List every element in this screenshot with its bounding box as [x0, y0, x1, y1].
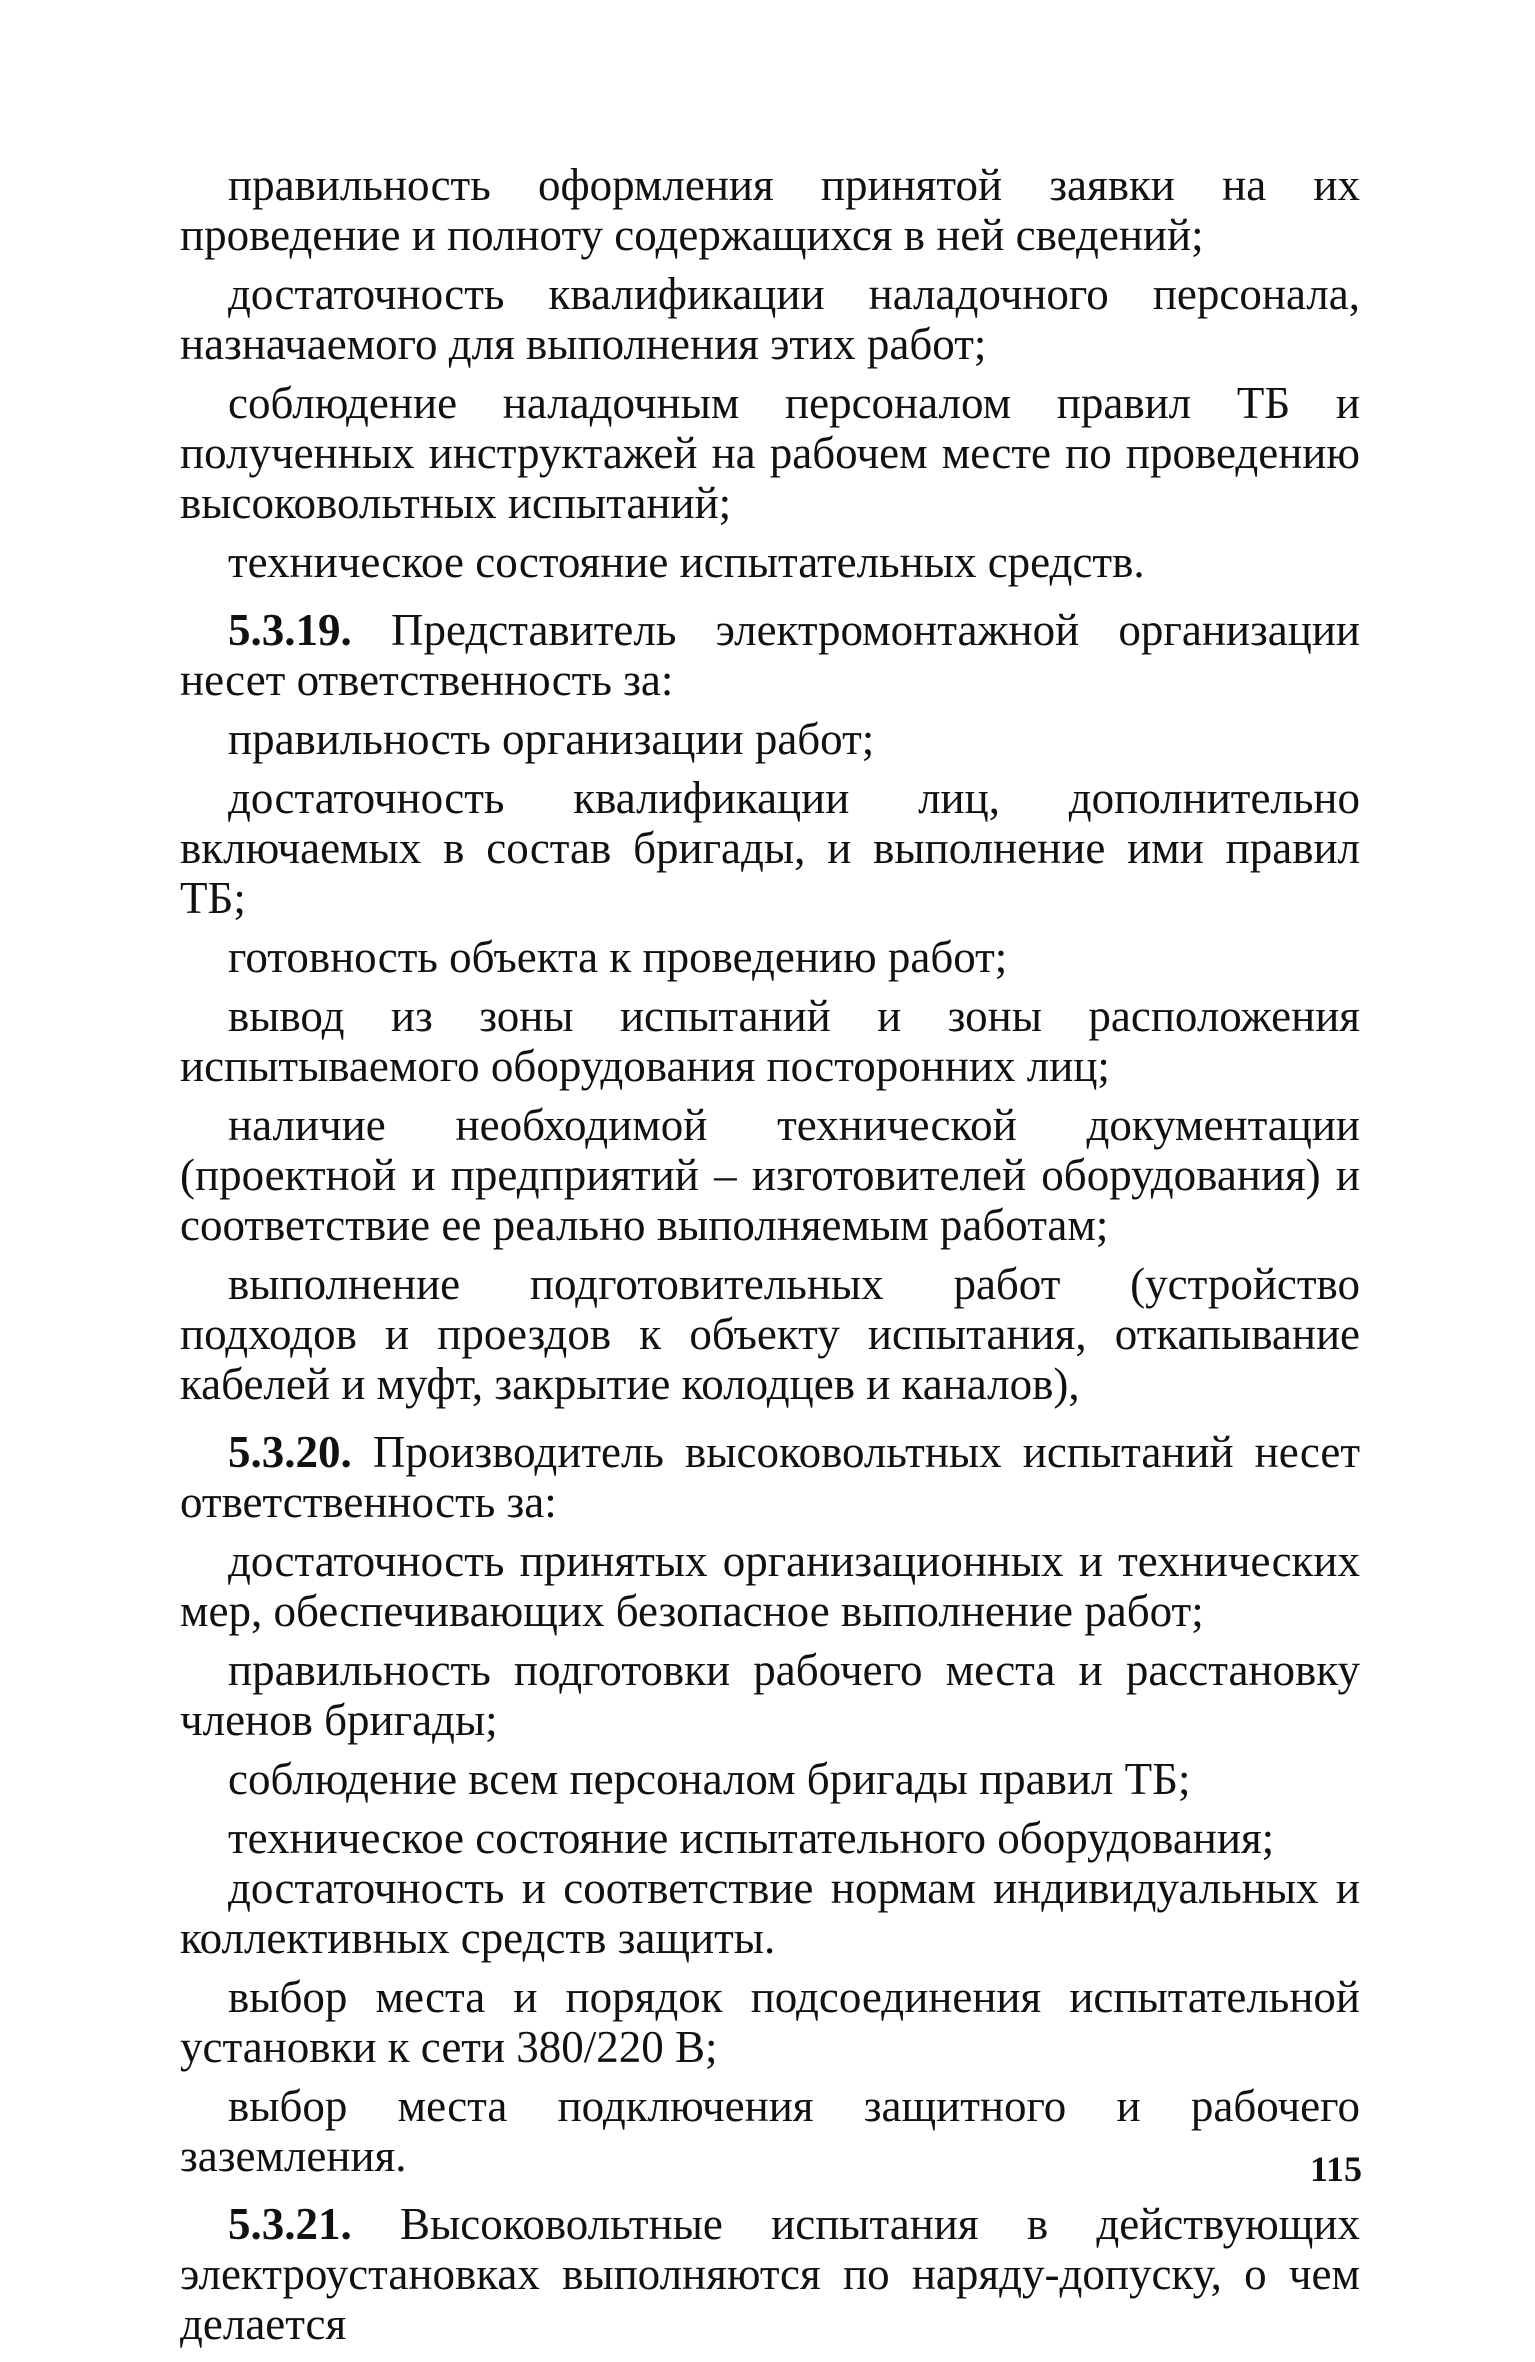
- paragraph: соблюдение наладочным персоналом правил ТБ и полученных инструктажей на рабочем месте по проведению высоковольтных испытаний;: [180, 378, 1360, 528]
- section-number: 5.3.19.: [228, 605, 352, 655]
- paragraph: вывод из зоны испытаний и зоны расположения испытываемого оборудования посторонних лиц;: [180, 991, 1360, 1091]
- paragraph: выбор места подключения защитного и рабочего заземления.: [180, 2081, 1360, 2181]
- paragraph: достаточность принятых организационных и технических мер, обеспечивающих безопасное выполнение работ;: [180, 1536, 1360, 1636]
- section-number: 5.3.20.: [228, 1427, 352, 1477]
- paragraph: достаточность квалификации наладочного персонала, назначаемого для выполнения этих работ;: [180, 269, 1360, 369]
- paragraph: достаточность квалификации лиц, дополнительно включаемых в состав бригады, и выполнение ими правил ТБ;: [180, 773, 1360, 923]
- section-paragraph: 5.3.21. Высоковольтные испытания в действующих электроустановках выполняются по наряду-допуску, о чем делается: [180, 2199, 1360, 2349]
- section-paragraph: 5.3.19. Представитель электромонтажной организации несет ответственность за:: [180, 605, 1361, 705]
- paragraph: выполнение подготовительных работ (устройство подходов и проездов к объекту испытания, откапывание кабелей и муфт, закрытие колодцев и каналов),: [180, 1259, 1360, 1409]
- paragraph: соблюдение всем персоналом бригады правил ТБ;: [228, 1754, 1191, 1804]
- paragraph: правильность организации работ;: [228, 714, 875, 764]
- paragraph: техническое состояние испытательных средств.: [228, 537, 1145, 587]
- paragraph: правильность подготовки рабочего места и расстановку членов бригады;: [180, 1645, 1360, 1745]
- paragraph: наличие необходимой технической документации (проектной и предприятий – изготовителей оборудования) и соответствие ее реально выполняемым работам;: [180, 1100, 1360, 1250]
- body-text: [180, 160, 1363, 2358]
- paragraph: достаточность и соответствие нормам индивидуальных и коллективных средств защиты.: [180, 1863, 1360, 1963]
- page-number: 115: [1310, 2149, 1363, 2189]
- section-paragraph: 5.3.20. Производитель высоковольтных испытаний несет ответственность за:: [180, 1427, 1360, 1527]
- paragraph: правильность оформления принятой заявки на их проведение и полноту содержащихся в ней сведений;: [180, 160, 1360, 260]
- paragraph: выбор места и порядок подсоединения испытательной установки к сети 380/220 В;: [180, 1972, 1360, 2072]
- section-number: 5.3.21.: [228, 2199, 352, 2249]
- paragraph: готовность объекта к проведению работ;: [228, 932, 1008, 982]
- paragraph: техническое состояние испытательного оборудования;: [228, 1813, 1275, 1863]
